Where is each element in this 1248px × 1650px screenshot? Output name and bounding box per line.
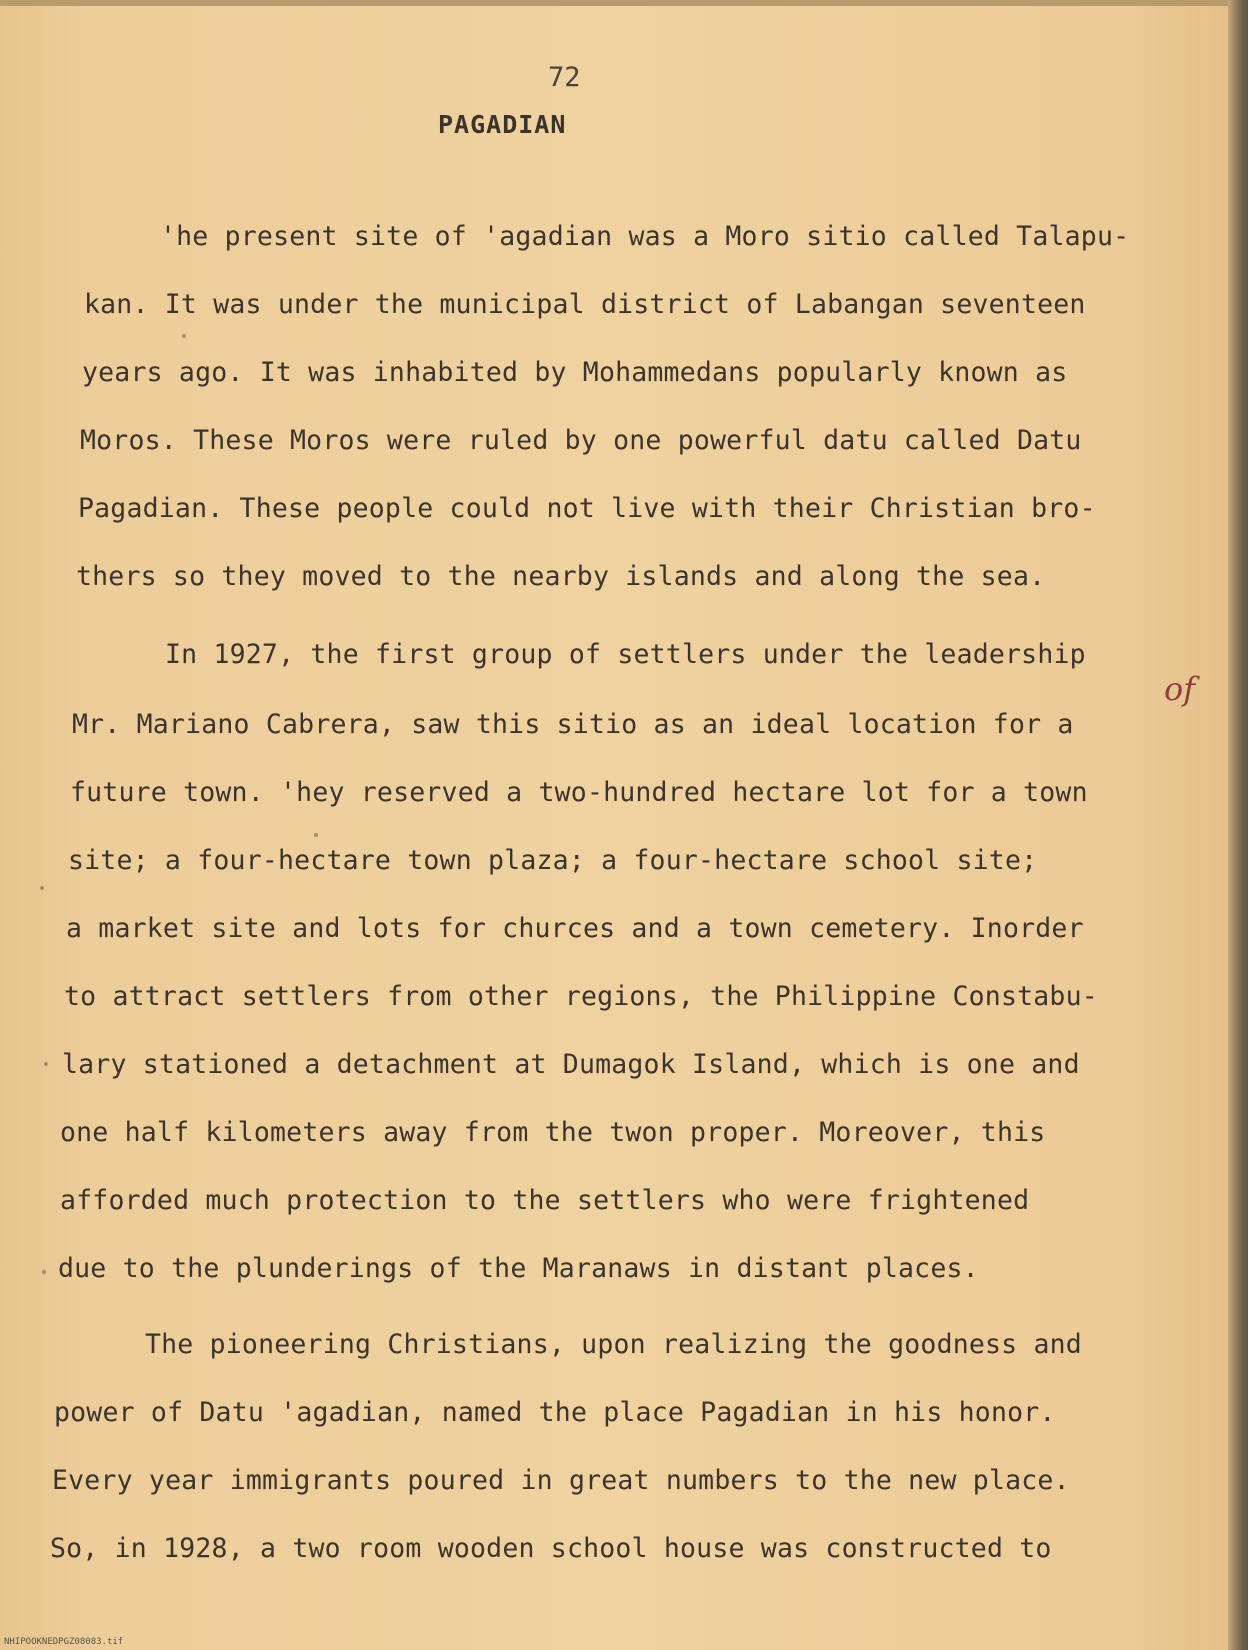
paper-speck (40, 886, 44, 890)
text-line-10: site; a four-hectare town plaza; a four-hectare school site; (68, 845, 1038, 876)
text-line-17: The pioneering Christians, upon realizing the goodness and (145, 1329, 1082, 1360)
binding-edge (1228, 0, 1248, 1650)
text-line-4: Moros. These Moros were ruled by one powerful datu called Datu (80, 425, 1082, 456)
text-line-20: So, in 1928, a two room wooden school house was constructed to (50, 1533, 1052, 1564)
text-line-2: kan. It was under the municipal district of Labangan seventeen (84, 289, 1086, 320)
text-line-11: a market site and lots for churces and a town cemetery. Inorder (66, 913, 1084, 944)
text-line-3: years ago. It was inhabited by Mohammedans popularly known as (82, 357, 1068, 388)
text-line-19: Every year immigrants poured in great numbers to the new place. (52, 1465, 1070, 1496)
text-line-6: thers so they moved to the nearby islands and along the sea. (76, 561, 1046, 592)
text-line-18: power of Datu 'agadian, named the place Pagadian in his honor. (54, 1397, 1056, 1428)
text-line-8: Mr. Mariano Cabrera, saw this sitio as an ideal location for a (72, 709, 1074, 740)
paper-speck (314, 833, 318, 837)
page-number: 72 (548, 62, 581, 93)
paper-speck (42, 1270, 46, 1274)
text-line-9: future town. 'hey reserved a two-hundred hectare lot for a town (70, 777, 1088, 808)
text-line-7: In 1927, the first group of settlers under the leadership (165, 639, 1086, 670)
page-top-edge (0, 0, 1228, 6)
text-line-13: lary stationed a detachment at Dumagok Island, which is one and (62, 1049, 1080, 1080)
text-line-16: due to the plunderings of the Maranaws in distant places. (58, 1253, 979, 1284)
handwritten-annotation: of (1164, 670, 1196, 708)
paper-speck (182, 334, 186, 338)
page-title: PAGADIAN (438, 110, 567, 139)
scan-footer: NHIPOOKNEDPGZ08083.tif (4, 1637, 124, 1647)
text-line-14: one half kilometers away from the twon proper. Moreover, this (60, 1117, 1046, 1148)
text-line-15: afforded much protection to the settlers who were frightened (60, 1185, 1030, 1216)
text-line-5: Pagadian. These people could not live with their Christian bro- (78, 493, 1096, 524)
text-line-1: 'he present site of 'agadian was a Moro sitio called Talapu- (160, 221, 1130, 252)
text-line-12: to attract settlers from other regions, the Philippine Constabu- (64, 981, 1098, 1012)
paper-speck (44, 1062, 48, 1066)
